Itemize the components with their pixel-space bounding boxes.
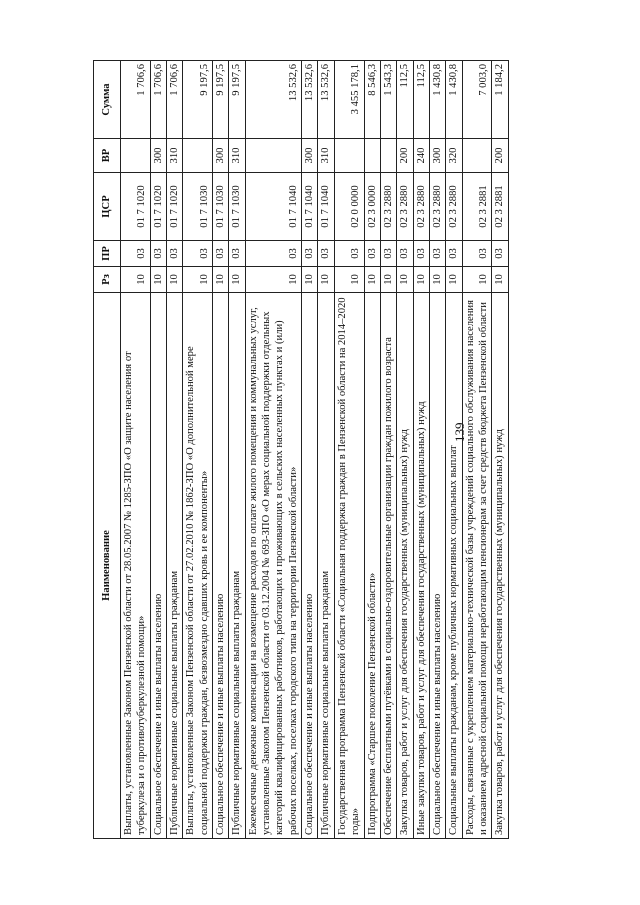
header-rz: Рз (94, 267, 121, 293)
cell-name: Социальные выплаты гражданам, кроме публичных нормативных социальных выплат (446, 293, 462, 839)
cell-vr (245, 139, 301, 173)
cell-vr: 300 (213, 139, 229, 173)
table-row (334, 61, 364, 839)
table-row (446, 61, 462, 839)
cell-name: Социальное обеспечение и иные выплаты населению (213, 293, 229, 839)
cell-pr: 03 (334, 241, 364, 267)
cell-rz: 10 (121, 267, 151, 293)
cell-csr: 01 7 1030 (213, 173, 229, 241)
cell-pr: 03 (380, 241, 396, 267)
cell-pr: 03 (229, 241, 245, 267)
cell-name: Расходы, связанные с укреплением материально-технической базы учреждений социального обслуживания населения и оказанием адресной социальной помощи неработающим пенсионерам за счет средств бюджета Пензенской области (462, 293, 492, 839)
table-row (413, 61, 429, 839)
cell-sum: 1 706,6 (121, 61, 151, 139)
table-row (380, 61, 396, 839)
table-row (364, 61, 380, 839)
cell-pr: 03 (213, 241, 229, 267)
cell-csr: 02 3 2881 (462, 173, 492, 241)
cell-rz: 10 (229, 267, 245, 293)
table-row (302, 61, 318, 839)
cell-csr: 01 7 1040 (302, 173, 318, 241)
table-row (318, 61, 334, 839)
cell-name: Социальное обеспечение и иные выплаты населению (302, 293, 318, 839)
cell-pr: 03 (183, 241, 213, 267)
page-number: 139 (452, 422, 467, 442)
cell-vr: 200 (492, 139, 508, 173)
cell-vr (380, 139, 396, 173)
cell-rz: 10 (213, 267, 229, 293)
header-name: Наименование (94, 293, 121, 839)
cell-name: Социальное обеспечение и иные выплаты населению (429, 293, 445, 839)
cell-pr: 03 (413, 241, 429, 267)
cell-pr: 03 (150, 241, 166, 267)
cell-sum: 1 430,8 (429, 61, 445, 139)
cell-name: Государственная программа Пензенской области «Социальная поддержка граждан в Пензенской области на 2014–2020 годы» (334, 293, 364, 839)
cell-vr (334, 139, 364, 173)
cell-vr (462, 139, 492, 173)
cell-csr: 02 3 2880 (397, 173, 413, 241)
cell-rz: 10 (318, 267, 334, 293)
cell-name: Обеспечение бесплатными путёвками в социально-оздоровительные организации граждан пожилого возраста (380, 293, 396, 839)
budget-table-container (93, 61, 563, 839)
table-row (397, 61, 413, 839)
table-row (229, 61, 245, 839)
cell-rz: 10 (334, 267, 364, 293)
cell-name: Закупка товаров, работ и услуг для обеспечения государственных (муниципальных) нужд (492, 293, 508, 839)
cell-rz: 10 (167, 267, 183, 293)
cell-vr: 320 (446, 139, 462, 173)
cell-sum: 9 197,5 (229, 61, 245, 139)
cell-sum: 1 706,6 (167, 61, 183, 139)
cell-csr: 02 3 0000 (364, 173, 380, 241)
cell-name: Публичные нормативные социальные выплаты гражданам (318, 293, 334, 839)
cell-sum: 1 430,8 (446, 61, 462, 139)
cell-csr: 02 3 2880 (380, 173, 396, 241)
cell-pr: 03 (462, 241, 492, 267)
cell-name: Закупка товаров, работ и услуг для обеспечения государственных (муниципальных) нужд (397, 293, 413, 839)
cell-vr: 200 (397, 139, 413, 173)
cell-sum: 8 546,3 (364, 61, 380, 139)
cell-rz: 10 (183, 267, 213, 293)
cell-csr: 01 7 1030 (183, 173, 213, 241)
cell-vr: 240 (413, 139, 429, 173)
cell-name: Публичные нормативные социальные выплаты гражданам (167, 293, 183, 839)
cell-vr: 300 (429, 139, 445, 173)
cell-pr: 03 (167, 241, 183, 267)
table-row (245, 61, 301, 839)
cell-pr: 03 (302, 241, 318, 267)
cell-csr: 01 7 1020 (121, 173, 151, 241)
cell-vr: 310 (318, 139, 334, 173)
cell-pr: 03 (429, 241, 445, 267)
cell-vr: 310 (167, 139, 183, 173)
header-csr: ЦСР (94, 173, 121, 241)
cell-sum: 13 532,6 (318, 61, 334, 139)
cell-rz: 10 (413, 267, 429, 293)
cell-csr: 01 7 1040 (318, 173, 334, 241)
cell-rz: 10 (364, 267, 380, 293)
cell-name: Публичные нормативные социальные выплаты гражданам (229, 293, 245, 839)
cell-name: Социальное обеспечение и иные выплаты населению (150, 293, 166, 839)
cell-csr: 02 3 2881 (492, 173, 508, 241)
cell-rz: 10 (397, 267, 413, 293)
cell-name: Иные закупки товаров, работ и услуг для обеспечения государственных (муниципальных) нужд (413, 293, 429, 839)
cell-sum: 112,5 (397, 61, 413, 139)
table-row (213, 61, 229, 839)
cell-csr: 02 3 2880 (429, 173, 445, 241)
cell-sum: 7 003,0 (462, 61, 492, 139)
cell-sum: 13 532,6 (302, 61, 318, 139)
table-row (462, 61, 492, 839)
table-row (150, 61, 166, 839)
cell-rz: 10 (245, 267, 301, 293)
table-body (121, 61, 509, 839)
cell-vr (183, 139, 213, 173)
header-vr: ВР (94, 139, 121, 173)
header-pr: ПР (94, 241, 121, 267)
cell-sum: 1 706,6 (150, 61, 166, 139)
cell-pr: 03 (446, 241, 462, 267)
cell-csr: 02 0 0000 (334, 173, 364, 241)
cell-vr: 300 (302, 139, 318, 173)
cell-csr: 01 7 1020 (167, 173, 183, 241)
cell-name: Подпрограмма «Старшее поколение Пензенской области» (364, 293, 380, 839)
cell-name: Ежемесячные денежные компенсации на возмещение расходов по оплате жилого помещения и коммунальных услуг, установленные Законом Пензенской области от 03.12.2004 № 693-ЗПО «О мерах социальной поддержки отдельных категорий квалифицированных работников, работающих и проживающих в сельских населенных пунктах и (или) рабочих поселках, поселках городского типа на территории Пензенской области» (245, 293, 301, 839)
cell-vr: 310 (229, 139, 245, 173)
cell-sum: 9 197,5 (183, 61, 213, 139)
cell-sum: 1 184,2 (492, 61, 508, 139)
cell-rz: 10 (429, 267, 445, 293)
table-header-row (94, 61, 121, 839)
cell-pr: 03 (364, 241, 380, 267)
cell-csr: 02 3 2880 (413, 173, 429, 241)
cell-name: Выплаты, установленные Законом Пензенской области от 28.05.2007 № 1285-ЗПО «О защите населения от туберкулеза и о противотуберкулезной помощи» (121, 293, 151, 839)
cell-rz: 10 (462, 267, 492, 293)
cell-csr: 01 7 1020 (150, 173, 166, 241)
cell-sum: 3 455 178,1 (334, 61, 364, 139)
table-row (183, 61, 213, 839)
cell-name: Выплаты, установленные Законом Пензенской области от 27.02.2010 № 1862-ЗПО «О дополнительной мере социальной поддержки граждан, безвозмездно сдавших кровь и ее компоненты» (183, 293, 213, 839)
cell-vr (121, 139, 151, 173)
cell-pr: 03 (121, 241, 151, 267)
cell-rz: 10 (380, 267, 396, 293)
budget-table (93, 60, 509, 839)
cell-csr: 02 3 2880 (446, 173, 462, 241)
table-row (492, 61, 508, 839)
cell-pr: 03 (492, 241, 508, 267)
cell-vr: 300 (150, 139, 166, 173)
cell-sum: 112,5 (413, 61, 429, 139)
cell-csr: 01 7 1030 (229, 173, 245, 241)
cell-rz: 10 (492, 267, 508, 293)
cell-sum: 9 197,5 (213, 61, 229, 139)
cell-vr (364, 139, 380, 173)
table-row (167, 61, 183, 839)
table-row (121, 61, 151, 839)
header-sum: Сумма (94, 61, 121, 139)
cell-pr: 03 (397, 241, 413, 267)
cell-rz: 10 (446, 267, 462, 293)
cell-csr: 01 7 1040 (245, 173, 301, 241)
cell-rz: 10 (302, 267, 318, 293)
cell-pr: 03 (318, 241, 334, 267)
cell-pr: 03 (245, 241, 301, 267)
cell-sum: 13 532,6 (245, 61, 301, 139)
cell-rz: 10 (150, 267, 166, 293)
cell-sum: 1 543,3 (380, 61, 396, 139)
table-row (429, 61, 445, 839)
